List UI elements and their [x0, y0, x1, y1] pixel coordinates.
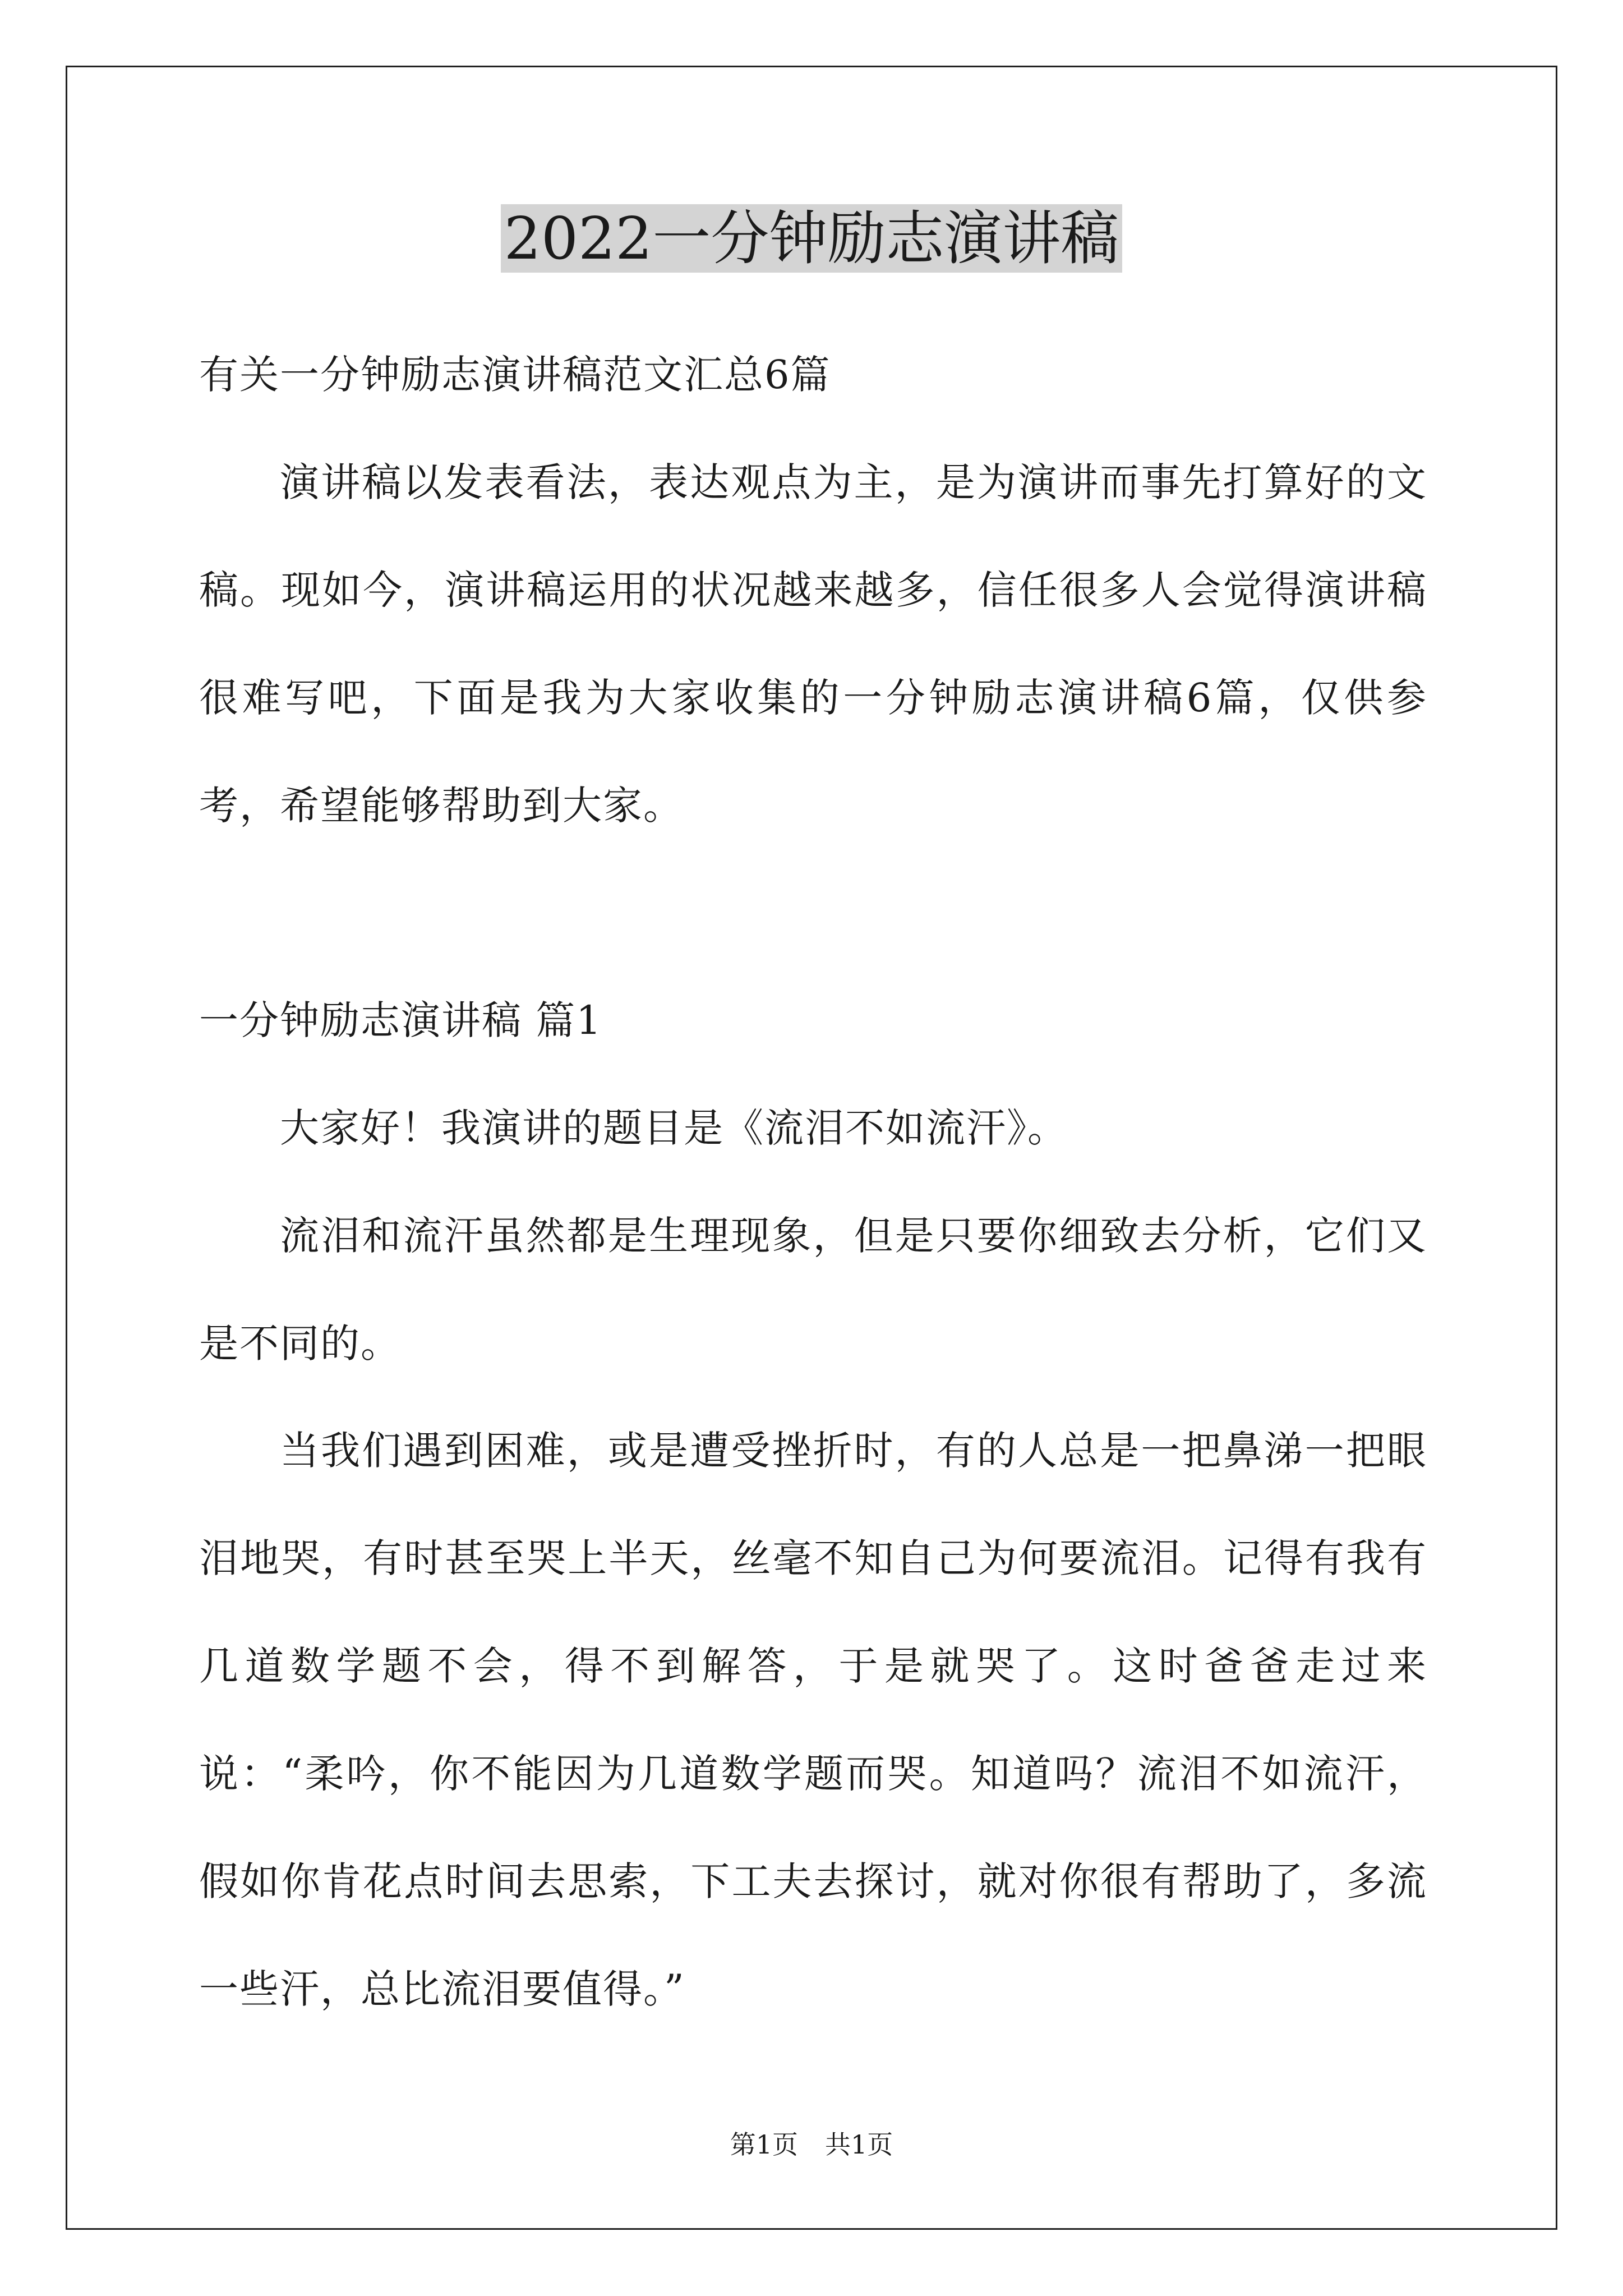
section-heading: 一分钟励志演讲稿 篇1: [199, 997, 602, 1043]
document-subtitle: 有关一分钟励志演讲稿范文汇总6篇: [199, 352, 831, 398]
page-footer: [0, 2128, 1623, 2161]
page-number-current: 第1页: [730, 2129, 798, 2160]
body-paragraph-1: 大家好！我演讲的题目是《流泪不如流汗》。: [280, 1105, 1068, 1151]
document-title-text: 2022一分钟励志演讲稿: [501, 204, 1123, 273]
body-paragraph-2: 流泪和流汗虽然都是生理现象，但是只要你细致去分析，它们又是不同的。: [199, 1213, 1427, 1366]
page-number-total: 共1页: [825, 2129, 893, 2160]
document-title: [0, 199, 1623, 278]
body-paragraph-3: 当我们遇到困难，或是遭受挫折时，有的人总是一把鼻涕一把眼泪地哭，有时甚至哭上半天，丝毫不知自己为何要流泪。记得有我有几道数学题不会，得不到解答，于是就哭了。这时爸爸走过来说：“柔吟，你不能因为几道数学题而哭。知道吗？流泪不如流汗，假如你肯花点时间去思索，下工夫去探讨，就对你很有帮助了，多流一些汗，总比流泪要值得。”: [199, 1428, 1427, 2012]
intro-paragraph: 演讲稿以发表看法，表达观点为主，是为演讲而事先打算好的文稿。现如今，演讲稿运用的状况越来越多，信任很多人会觉得演讲稿很难写吧，下面是我为大家收集的一分钟励志演讲稿6篇，仅供参考，希望能够帮助到大家。: [199, 459, 1427, 829]
